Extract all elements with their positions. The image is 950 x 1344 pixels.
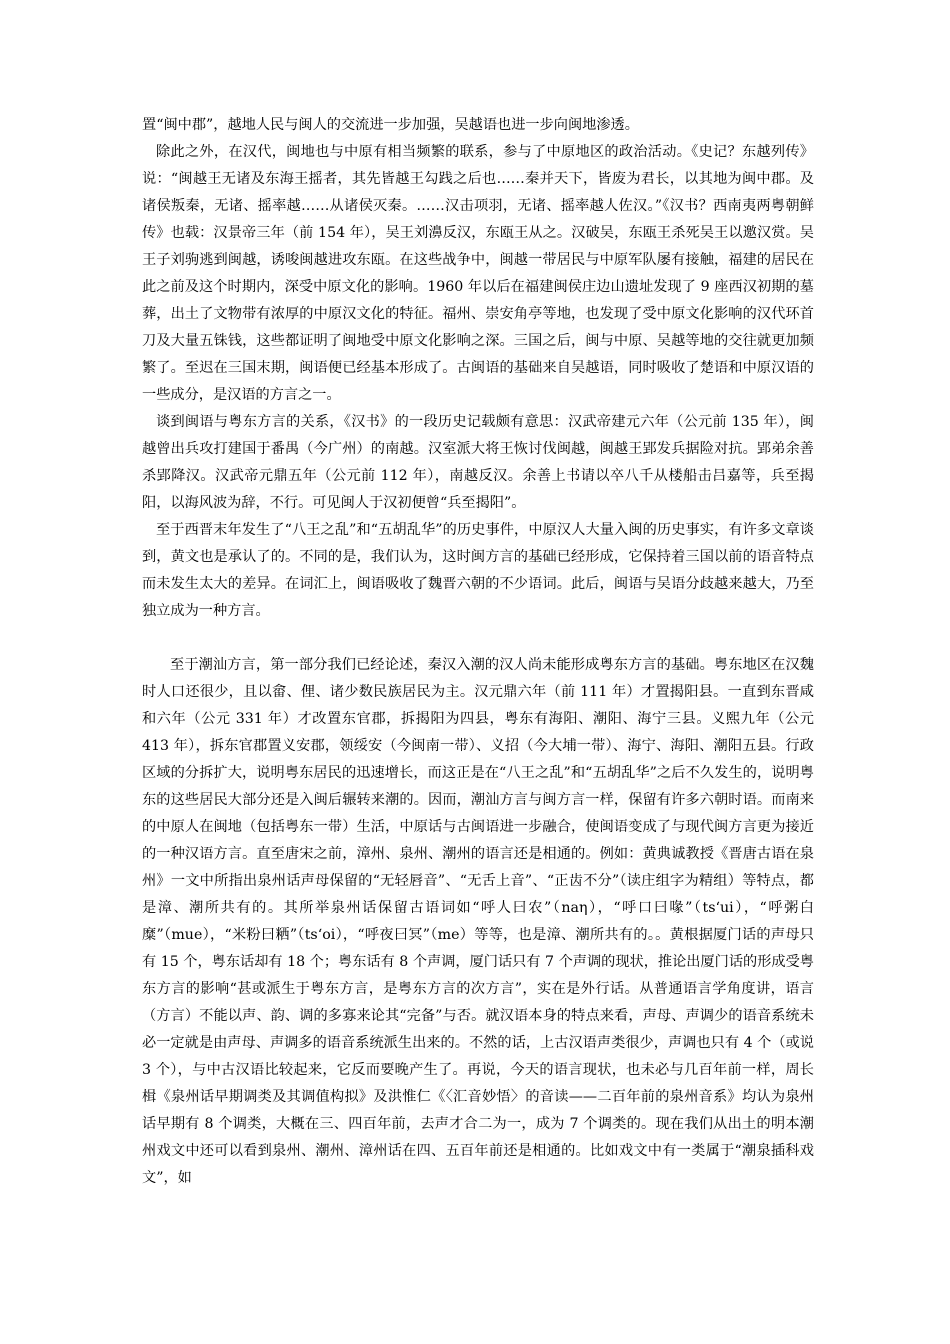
- paragraph-min-zhong-jun: 置“闽中郡”，越地人民与闽人的交流进一步加强，吴越语也进一步向闽地渗透。: [142, 117, 639, 133]
- document-page: [142, 112, 814, 1192]
- paragraph-gap: [142, 625, 814, 652]
- paragraph-han-dynasty-contacts: 除此之外，在汉代，闽地也与中原有相当频繁的联系，参与了中原地区的政治活动。《史记？东越列传》说：“闽越王无诸及东海王摇者，其先皆越王勾践之后也……秦并天下，皆废为君长，以其地为闽中郡。及诸侯叛秦，无诸、摇率越……从诸侯灭秦。……汉击项羽，无诸、摇率越人佐汉。”《汉书？西南夷两粤朝鲜传》也载：汉景帝三年（前 154 年），吴王刘濞反汉，东瓯王从之。汉破吴，东瓯王杀死吴王以邀汉赏。吴王子刘驹逃到闽越，诱唆闽越进攻东瓯。在这些战争中，闽越一带居民与中原军队屡有接触，福建的居民在此之前及这个时期内，深受中原文化的影响。1960 年以后在福建闽侯庄边山遗址发现了 9 座西汉初期的墓葬，出土了文物带有浓厚的中原汉文化的特征。福州、崇安角亭等地，也发现了受中原文化影响的汉代环首刀及大量五铢钱，这些都证明了闽地受中原文化影响之深。三国之后，闽与中原、吴越等地的交往就更加频繁了。至迟在三国末期，闽语便已经基本形成了。古闽语的基础来自吴越语，同时吸收了楚语和中原汉语的一些成分，是汉语的方言之一。: [142, 144, 814, 403]
- paragraph-western-jin-migration: 至于西晋末年发生了“八王之乱”和“五胡乱华”的历史事件，中原汉人大量入闽的历史事实，有许多文章谈到，黄文也是承认了的。不同的是，我们认为，这时闽方言的基础已经形成，它保持着三国以前的语音特点而未发生太大的差异。在词汇上，闽语吸收了魏晋六朝的不少语词。此后，闽语与吴语分歧越来越大，乃至独立成为一种方言。: [142, 522, 814, 619]
- paragraph-min-yue-eastern-guangdong: 谈到闽语与粤东方言的关系，《汉书》的一段历史记载颇有意思：汉武帝建元六年（公元前 135 年），闽越曾出兵攻打建国于番禺（今广州）的南越。汉室派大将王恢讨伐闽越，闽越王郢发兵据险对抗。郢弟余善杀郢降汉。汉武帝元鼎五年（公元前 112 年），南越反汉。余善上书请以卒八千从楼船击吕嘉等，兵至揭阳，以海风波为辞，不行。可见闽人于汉初便曾“兵至揭阳”。: [142, 414, 814, 511]
- paragraph-chaoshan-dialect: 至于潮汕方言，第一部分我们已经论述，秦汉入潮的汉人尚未能形成粤东方言的基础。粤东地区在汉魏时人口还很少，且以畲、俚、诸少数民族居民为主。汉元鼎六年（前 111 年）才置揭阳县。一直到东晋咸和六年（公元 331 年）才改置东官郡，拆揭阳为四县，粤东有海阳、潮阳、海宁三县。义熙九年（公元 413 年），拆东官郡置义安郡，领绥安（今闽南一带）、义招（今大埔一带）、海宁、海阳、潮阳五县。行政区域的分拆扩大，说明粤东居民的迅速增长，而这正是在“八王之乱”和“五胡乱华”之后不久发生的，说明粤东的这些居民大部分还是入闽后辗转来潮的。因而，潮汕方言与闽方言一样，保留有许多六朝时语。而南来的中原人在闽地（包括粤东一带）生活，中原话与古闽语进一步融合，使闽语变成了与现代闽方言更为接近的一种汉语方言。直至唐宋之前，漳州、泉州、潮州的语言还是相通的。例如：黄典诚教授《晋唐古语在泉州》一文中所指出泉州话声母保留的“无轻唇音”、“无舌上音”、“正齿不分”（读庄组字为精组）等特点，都是漳、潮所共有的。其所举泉州话保留古语词如“呼人曰农”（naη），“呼口曰喙”（ts‘ui），“呼粥白糜”（mue），“米粉曰粞”（ts‘oi），“呼夜曰冥”（me）等等，也是漳、潮所共有的。。黄根据厦门话的声母只有 15 个，粤东话却有 18 个；粤东话有 8 个声调，厦门话只有 7 个声调的现状，推论出厦门话的形成受粤东方言的影响“甚或派生于粤东方言，是粤东方言的次方言”，实在是外行话。从普通语言学角度讲，语言（方言）不能以声、韵、调的多寡来论其“完备”与否。就汉语本身的特点来看，声母、声调少的语音系统未必一定就是由声母、声调多的语音系统派生出来的。不然的话，上古汉语声类很少，声调也只有 4 个（或说 3 个），与中古汉语比较起来，它反而要晚产生了。再说，今天的语言现状，也未必与几百年前一样，周长楫《泉州话早期调类及其调值构拟》及洪惟仁《〈汇音妙悟〉的音读——二百年前的泉州音系》均认为泉州话早期有 8 个调类，大概在三、四百年前，去声才合二为一，成为 7 个调类的。现在我们从出土的明本潮州戏文中还可以看到泉州、潮州、漳州话在四、五百年前还是相通的。比如戏文中有一类属于“潮泉插科戏文”，如: [142, 657, 814, 1186]
